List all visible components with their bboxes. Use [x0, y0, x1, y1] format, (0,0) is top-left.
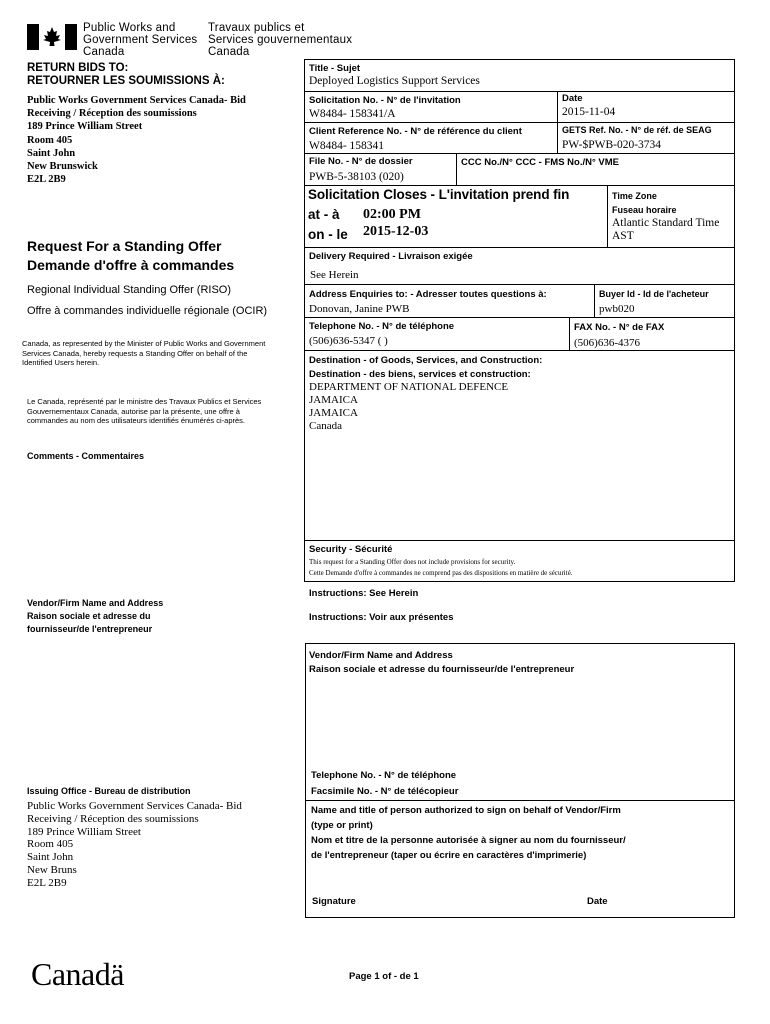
vendor-box-label: Vendor/Firm Name and Address Raison sociale et adresse du fournisseur/de l'entrepreneur — [309, 650, 575, 675]
delivery-label: Delivery Required - Livraison exigée — [309, 251, 473, 262]
return-bids-address: Public Works Government Services Canada- Bid Receiving / Réception des soumissions 189 Prince William Street Room 405 Saint John New Brunswick E2L 2B9 — [27, 95, 246, 186]
security-note-fr: Cette Demande d'offre à commandes ne comprend pas des dispositions en matière de sécurité. — [309, 569, 573, 577]
closes-at-label: at - à — [308, 207, 340, 222]
instructions-en: Instructions: See Herein — [309, 588, 419, 599]
department-name-en: Public Works and Government Services Canada — [83, 22, 198, 58]
telephone-label: Telephone No. - N° de téléphone — [309, 321, 455, 332]
solicitation-number-value: W8484- 158341/A — [309, 108, 396, 120]
time-zone-value: Atlantic Standard Time AST — [612, 217, 720, 242]
title-value: Deployed Logistics Support Services — [309, 75, 480, 87]
vendor-fax-label: Facsimile No. - N° de télécopieur — [311, 786, 459, 797]
client-reference-label: Client Reference No. - N° de référence du client — [309, 126, 522, 137]
issuing-office-label: Issuing Office - Bureau de distribution — [27, 786, 191, 796]
comments-label: Comments - Commentaires — [27, 451, 145, 461]
address-enquiries-label: Address Enquiries to: - Adresser toutes questions à: — [309, 289, 547, 300]
page-number: Page 1 of - de 1 — [349, 971, 419, 982]
authorized-signer-label: Name and title of person authorized to sign on behalf of Vendor/Firm (type or print) Nom et titre de la personne autorisée à signer au nom du fournisseur/ de l'entrepreneur (taper ou écrire en caractères d'imprimerie) — [311, 805, 626, 861]
fax-label: FAX No. - N° de FAX — [574, 322, 665, 333]
signature-label: Signature — [312, 896, 356, 907]
delivery-value: See Herein — [310, 269, 359, 281]
closes-date-value: 2015-12-03 — [363, 224, 429, 239]
client-reference-value: W8484- 158341 — [309, 140, 385, 152]
buyer-id-label: Buyer Id - Id de l'acheteur — [599, 289, 709, 299]
vendor-telephone-label: Telephone No. - N° de téléphone — [311, 770, 457, 781]
closes-time-value: 02:00 PM — [363, 207, 421, 222]
department-name-fr: Travaux publics et Services gouvernementaux Canada — [208, 22, 353, 58]
destination-value: DEPARTMENT OF NATIONAL DEFENCE JAMAICA JAMAICA Canada — [309, 381, 509, 432]
instructions-fr: Instructions: Voir aux présentes — [309, 612, 454, 623]
date-value: 2015-11-04 — [562, 106, 616, 118]
offer-type-en: Regional Individual Standing Offer (RISO) — [27, 284, 232, 296]
security-note-en: This request for a Standing Offer does not include provisions for security. — [309, 558, 516, 566]
government-header — [27, 22, 357, 62]
title-label: Title - Sujet — [309, 63, 361, 74]
security-label: Security - Sécurité — [309, 544, 393, 555]
file-number-value: PWB-5-38103 (020) — [309, 171, 404, 183]
solicitation-closes-heading: Solicitation Closes - L'invitation prend fin — [308, 187, 570, 202]
solicitation-number-label: Solicitation No. - N° de l'invitation — [309, 95, 461, 106]
fax-value: (506)636-4376 — [574, 337, 640, 349]
offer-type-fr: Offre à commandes individuelle régionale (OCIR) — [27, 305, 268, 317]
telephone-value: (506)636-5347 ( ) — [309, 335, 388, 347]
address-enquiries-value: Donovan, Janine PWB — [309, 303, 410, 315]
time-zone-label: Time Zone Fuseau horaire — [612, 191, 677, 215]
request-paragraph-en: Canada, as represented by the Minister of Public Works and Government Services Canada, hereby requests a Standing Offer on behalf of the Identified Users herein. — [22, 339, 266, 367]
vendor-left-label: Vendor/Firm Name and Address Raison sociale et adresse du fournisseur/de l'entrepreneur — [27, 598, 164, 634]
issuing-office-address: Public Works Government Services Canada- Bid Receiving / Réception des soumissions 189 Prince William Street Room 405 Saint John New Bruns E2L 2B9 — [27, 800, 242, 889]
signature-date-label: Date — [587, 896, 608, 907]
file-number-label: File No. - N° de dossier — [309, 156, 413, 167]
gets-reference-value: PW-$PWB-020-3734 — [562, 139, 662, 151]
date-label: Date — [562, 93, 583, 104]
request-paragraph-fr: Le Canada, représenté par le ministre des Travaux Publics et Services Gouvernementaux Canada, autorise par la présente, une offre à commandes au nom des utilisateurs identifiés énumérés ci-après. — [27, 397, 262, 425]
closes-on-label: on - le — [308, 227, 348, 242]
ccc-number-label: CCC No./N° CCC - FMS No./N° VME — [461, 157, 620, 168]
return-bids-heading: RETURN BIDS TO: RETOURNER LES SOUMISSIONS À: — [27, 62, 225, 87]
request-title: Request For a Standing Offer Demande d'offre à commandes — [27, 238, 235, 273]
gets-reference-label: GETS Ref. No. - N° de réf. de SEAG — [562, 125, 712, 135]
destination-label: Destination - of Goods, Services, and Construction: Destination - des biens, services et construction: — [309, 355, 543, 380]
canada-wordmark: Canadä — [31, 956, 124, 992]
buyer-id-value: pwb020 — [599, 303, 635, 315]
canada-flag-icon — [27, 24, 77, 50]
